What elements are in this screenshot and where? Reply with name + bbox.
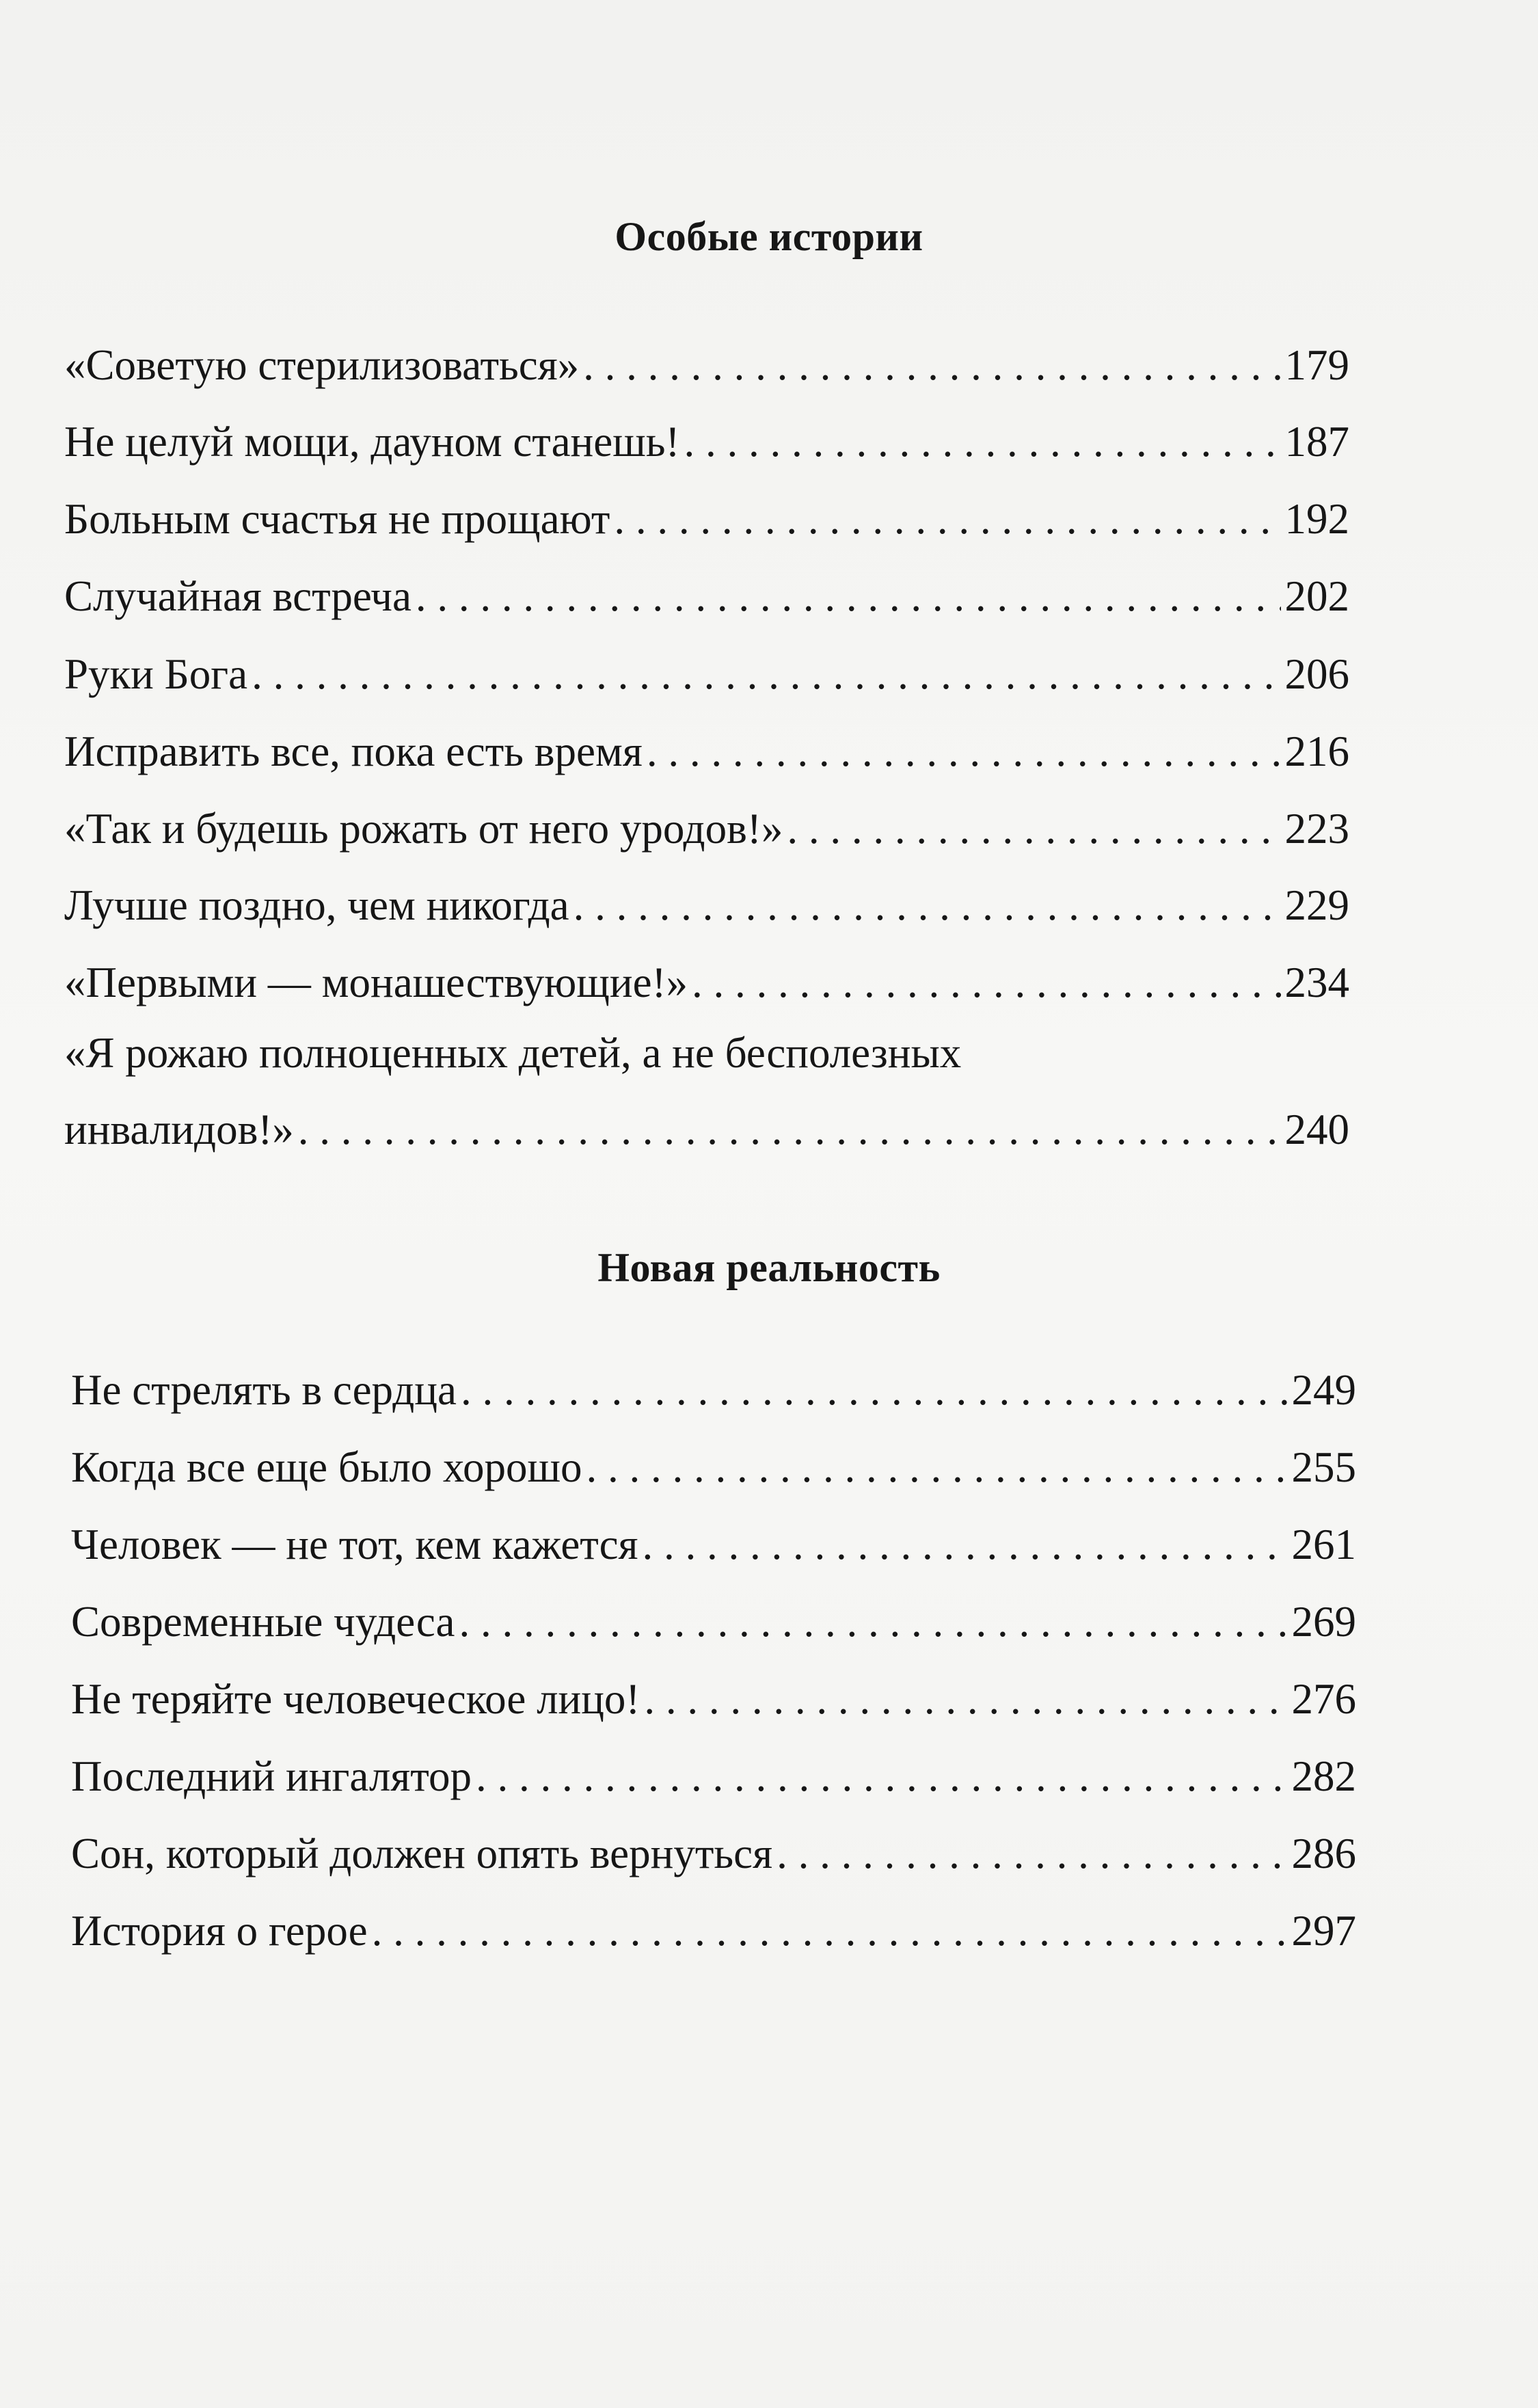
toc-entry-title-line2: инвалидов!» (64, 1106, 294, 1153)
dot-leader (372, 1892, 1288, 1969)
toc-entry (71, 1738, 1356, 1815)
dot-leader (643, 1506, 1288, 1583)
dot-leader (252, 636, 1280, 712)
dot-leader (416, 558, 1281, 634)
dot-leader (583, 327, 1280, 403)
toc-entry-title: Исправить все, пока есть время (64, 727, 643, 775)
dot-leader (692, 944, 1280, 1021)
toc-entry (64, 944, 1349, 1021)
toc-entry-page: 255 (1291, 1443, 1356, 1491)
toc-entry-page: 240 (1284, 1106, 1349, 1153)
dot-leader (777, 1815, 1287, 1892)
toc-entry-title: Не целуй мощи, дауном станешь! (64, 418, 680, 466)
toc-entry-title: Когда все еще было хорошо (71, 1443, 582, 1491)
toc-entry-title: Случайная встреча (64, 572, 412, 620)
toc-entry-page: 269 (1291, 1598, 1356, 1646)
dot-leader (586, 1429, 1288, 1506)
toc-entry-title: Лучше поздно, чем никогда (64, 881, 569, 929)
toc-entry-page: 223 (1284, 805, 1349, 853)
toc-entry-page: 206 (1284, 650, 1349, 698)
toc-entry-title: Не стрелять в сердца (71, 1366, 457, 1414)
toc-entry (71, 1352, 1356, 1428)
toc-entry-title: Руки Бога (64, 650, 248, 698)
toc-entry-page: 276 (1291, 1675, 1356, 1723)
toc-entry-page: 249 (1291, 1366, 1356, 1414)
toc-entry-title: Человек — не тот, кем кажется (71, 1521, 638, 1568)
toc-entry-title: Больным счастья не прощают (64, 495, 610, 543)
dot-leader (644, 1661, 1287, 1737)
toc-entry-page: 282 (1291, 1752, 1356, 1800)
dot-leader (614, 481, 1280, 557)
toc-entry-title: «Советую стерилизоваться» (64, 341, 580, 389)
toc-entry-title: «Первыми — монашествующие!» (64, 959, 688, 1006)
toc-entry-title: «Так и будешь рожать от него уродов!» (64, 805, 783, 853)
toc-entry (71, 1815, 1356, 1892)
toc-entry-title: История о герое (71, 1907, 368, 1955)
toc-entry-page: 234 (1284, 959, 1349, 1006)
toc-entry (64, 636, 1349, 712)
toc-entry-page: 261 (1291, 1521, 1356, 1568)
toc-entry (64, 558, 1349, 634)
dot-leader (684, 403, 1280, 480)
toc-entry-title: Сон, который должен опять вернуться (71, 1830, 773, 1877)
toc-entry (71, 1892, 1356, 1969)
toc-entry-page: 286 (1291, 1830, 1356, 1877)
toc-entry (71, 1506, 1356, 1583)
toc-entry (64, 867, 1349, 944)
section-title-novaya-realnost: Новая реальность (597, 1245, 941, 1290)
dot-leader (647, 713, 1281, 790)
toc-section-2 (71, 1352, 1356, 1981)
dot-leader (574, 867, 1281, 944)
toc-entry-page: 229 (1284, 881, 1349, 929)
toc-entry-page: 216 (1284, 727, 1349, 775)
toc-entry (64, 481, 1349, 557)
dot-leader (476, 1738, 1288, 1815)
toc-entry-title: Не теряйте человеческое лицо! (71, 1675, 640, 1723)
toc-entry (71, 1583, 1356, 1660)
toc-entry-multiline (64, 1015, 1349, 1168)
section-title-osobye-istorii: Особые истории (615, 214, 923, 259)
toc-entry-page: 187 (1284, 418, 1349, 466)
toc-entry (64, 790, 1349, 867)
toc-entry-title-line1: «Я рожаю полноценных детей, а не бесполезных (64, 1029, 962, 1077)
toc-entry-page: 202 (1284, 572, 1349, 620)
dot-leader (459, 1583, 1288, 1660)
toc-entry-title: Последний ингалятор (71, 1752, 472, 1800)
dot-leader (298, 1091, 1281, 1168)
toc-entry (64, 403, 1349, 480)
toc-entry (71, 1429, 1356, 1506)
toc-entry (64, 327, 1349, 403)
toc-entry-title: Современные чудеса (71, 1598, 455, 1646)
toc-section-1 (64, 327, 1349, 1188)
toc-entry (71, 1661, 1356, 1737)
toc-entry (64, 713, 1349, 790)
toc-entry-page: 179 (1284, 341, 1349, 389)
dot-leader (787, 790, 1280, 867)
toc-entry-page: 297 (1291, 1907, 1356, 1955)
dot-leader (461, 1352, 1288, 1428)
toc-entry-page: 192 (1284, 495, 1349, 543)
